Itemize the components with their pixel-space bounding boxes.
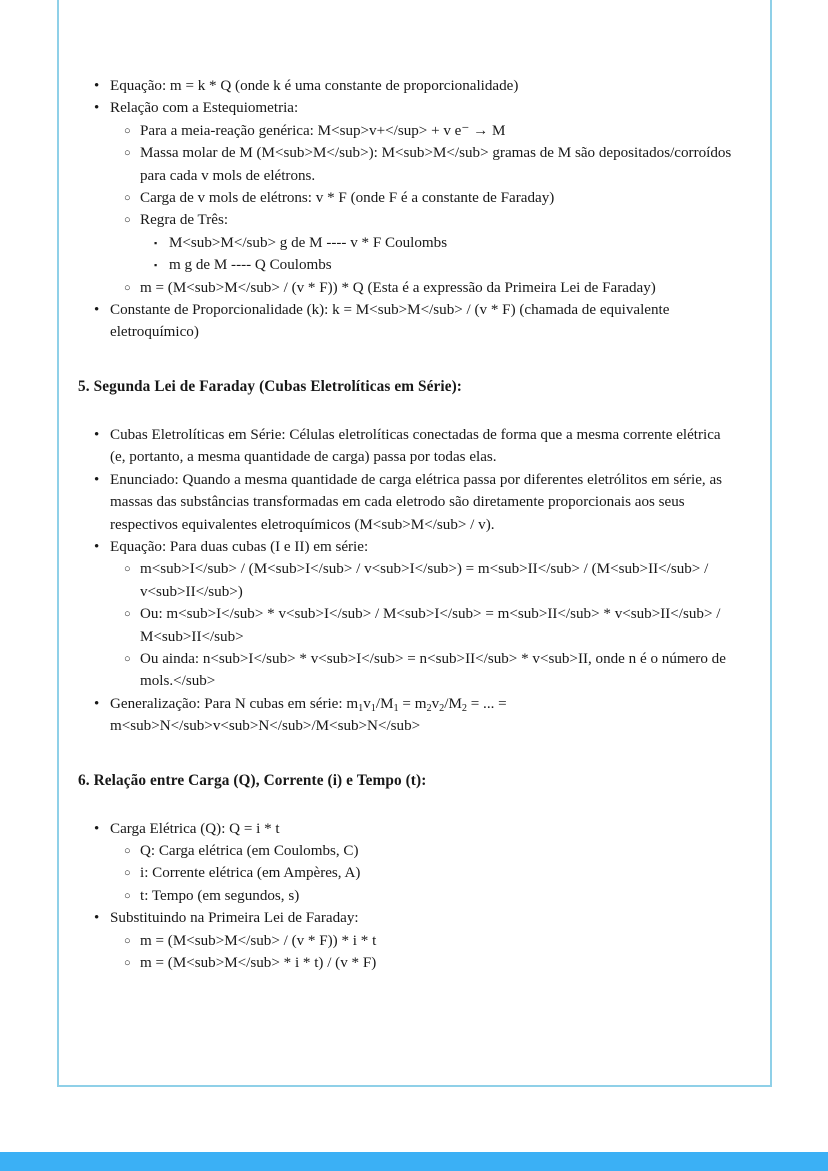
bullet-disc-icon: • — [94, 100, 100, 117]
list-item-text: i: Corrente elétrica (em Ampères, A) — [140, 865, 361, 882]
list-item-text: Regra de Três: — [140, 212, 229, 229]
list-item — [110, 120, 738, 142]
list-item — [110, 648, 738, 693]
list-item-text: Ou: m<sub>I</sub> * v<sub>I</sub> / M<sub>I</sub> = m<sub>II</sub> * v<sub>II</sub> / M<sub>II</sub> — [140, 606, 721, 645]
list-item-text: m<sub>I</sub> / (M<sub>I</sub> / v<sub>I</sub>) = m<sub>II</sub> / (M<sub>II</sub> / v<sub>II</sub>) — [140, 561, 709, 600]
list-item — [78, 75, 738, 97]
bullet-disc-icon: • — [94, 426, 100, 443]
list-item-text: m = (M<sub>M</sub> * i * t) / (v * F) — [140, 955, 377, 971]
list-item-text: Equação: m = k * Q (onde k é uma constante de proporcionalidade) — [110, 78, 519, 94]
faraday-first-law-list — [78, 75, 738, 344]
list-item-text: Enunciado: Quando a mesma quantidade de carga elétrica passa por diferentes eletrólitos em série, as massas das substâncias transformadas em cada eletrodo são diretamente proporcionais aos seus respectivos equivalentes eletroquímicos (M<sub>M</sub> / v). — [110, 471, 723, 533]
list-item-text: Equação: Para duas cubas (I e II) em série: — [110, 538, 369, 555]
bullet-circle-icon: ○ — [124, 957, 131, 969]
document-body — [78, 75, 738, 974]
bullet-circle-icon: ○ — [124, 652, 131, 665]
list-item-text: Massa molar de M (M<sub>M</sub>): M<sub>M</sub> gramas de M são depositados/corroídos para cada v mols de elétrons. — [140, 145, 732, 184]
sublist — [110, 930, 738, 975]
list-item — [78, 536, 738, 693]
bullet-square-icon: ▪ — [154, 260, 158, 271]
bullet-circle-icon: ○ — [124, 563, 131, 576]
bullet-disc-icon: • — [94, 78, 100, 94]
list-item-text: Carga Elétrica (Q): Q = i * t — [110, 820, 280, 837]
section-heading-6: 6. Relação entre Carga (Q), Corrente (i) e Tempo (t): — [78, 771, 427, 789]
bullet-circle-icon: ○ — [124, 867, 131, 880]
bullet-disc-icon: • — [94, 538, 100, 555]
list-item-text: m = (M<sub>M</sub> / (v * F)) * i * t — [140, 932, 377, 949]
bullet-disc-icon: • — [94, 695, 100, 712]
sublist — [110, 120, 738, 299]
list-item-text: Generalização: Para N cubas em série: $m_1v_1/M_1 = m_2v_2/M_2$ = ... = m<sub>N</sub>v<sub>N</sub>/M<sub>N</sub> — [110, 695, 507, 735]
spacer — [78, 344, 738, 376]
list-item-text: M<sub>M</sub> g de M ---- v * F Coulombs — [169, 234, 448, 251]
bullet-circle-icon: ○ — [124, 608, 131, 621]
list-item — [110, 187, 738, 209]
bullet-square-icon: ▪ — [154, 237, 158, 248]
list-item — [78, 469, 738, 536]
list-item-text: Carga de v mols de elétrons: v * F (onde F é a constante de Faraday) — [140, 190, 555, 207]
section-6-list — [78, 818, 738, 975]
list-item-text: m g de M ---- Q Coulombs — [169, 257, 332, 274]
list-item — [110, 885, 738, 907]
sublist — [110, 840, 738, 907]
list-item-text: Constante de Proporcionalidade (k): k = M<sub>M</sub> / (v * F) (chamada de equivalente eletroquímico) — [110, 302, 670, 341]
spacer — [78, 398, 738, 424]
list-item — [78, 818, 738, 908]
list-item-text: Ou ainda: n<sub>I</sub> * v<sub>I</sub> = n<sub>II</sub> * v<sub>II, onde n é o número de mols.</sub> — [140, 650, 726, 690]
list-item — [110, 277, 738, 299]
list-item — [110, 840, 738, 862]
list-item-text: Para a meia-reação genérica: M<sup>v+</sup> + v e⁻ → M — [140, 122, 506, 139]
list-item — [78, 97, 738, 299]
list-item — [140, 254, 738, 276]
list-item — [78, 424, 738, 469]
list-item — [110, 930, 738, 952]
bullet-circle-icon: ○ — [124, 214, 131, 227]
bullet-disc-icon: • — [94, 302, 100, 319]
bullet-circle-icon: ○ — [124, 124, 131, 137]
spacer — [78, 792, 738, 818]
list-item — [110, 952, 738, 974]
footer-accent-bar — [0, 1152, 828, 1171]
spacer — [78, 738, 738, 770]
section-5-list — [78, 424, 738, 738]
bullet-circle-icon: ○ — [124, 281, 131, 294]
list-item-text: Q: Carga elétrica (em Coulombs, C) — [140, 842, 359, 859]
list-item — [110, 142, 738, 187]
list-item — [110, 862, 738, 884]
bullet-disc-icon: • — [94, 910, 100, 927]
bullet-circle-icon: ○ — [124, 192, 131, 205]
list-item — [78, 693, 738, 738]
list-item — [78, 299, 738, 344]
sublist — [140, 232, 738, 277]
bullet-disc-icon: • — [94, 820, 100, 837]
bullet-disc-icon: • — [94, 471, 100, 488]
list-item-text: Relação com a Estequiometria: — [110, 100, 299, 117]
list-item — [78, 907, 738, 974]
bullet-circle-icon: ○ — [124, 147, 131, 160]
section-heading-5: 5. Segunda Lei de Faraday (Cubas Eletrolíticas em Série): — [78, 377, 462, 395]
list-item — [110, 209, 738, 276]
bullet-circle-icon: ○ — [124, 844, 131, 857]
list-item-text: m = (M<sub>M</sub> / (v * F)) * Q (Esta é a expressão da Primeira Lei de Faraday) — [140, 279, 656, 296]
sublist — [110, 558, 738, 692]
bullet-circle-icon: ○ — [124, 889, 131, 902]
list-item-text: Cubas Eletrolíticas em Série: Células eletrolíticas conectadas de forma que a mesma corrente elétrica (e, portanto, a mesma quantidade de carga) passa por todas elas. — [110, 426, 721, 466]
list-item — [110, 558, 738, 603]
list-item-text: t: Tempo (em segundos, s) — [140, 887, 300, 904]
list-item — [140, 232, 738, 254]
list-item — [110, 603, 738, 648]
bullet-circle-icon: ○ — [124, 934, 131, 947]
list-item-text: Substituindo na Primeira Lei de Faraday: — [110, 910, 359, 927]
